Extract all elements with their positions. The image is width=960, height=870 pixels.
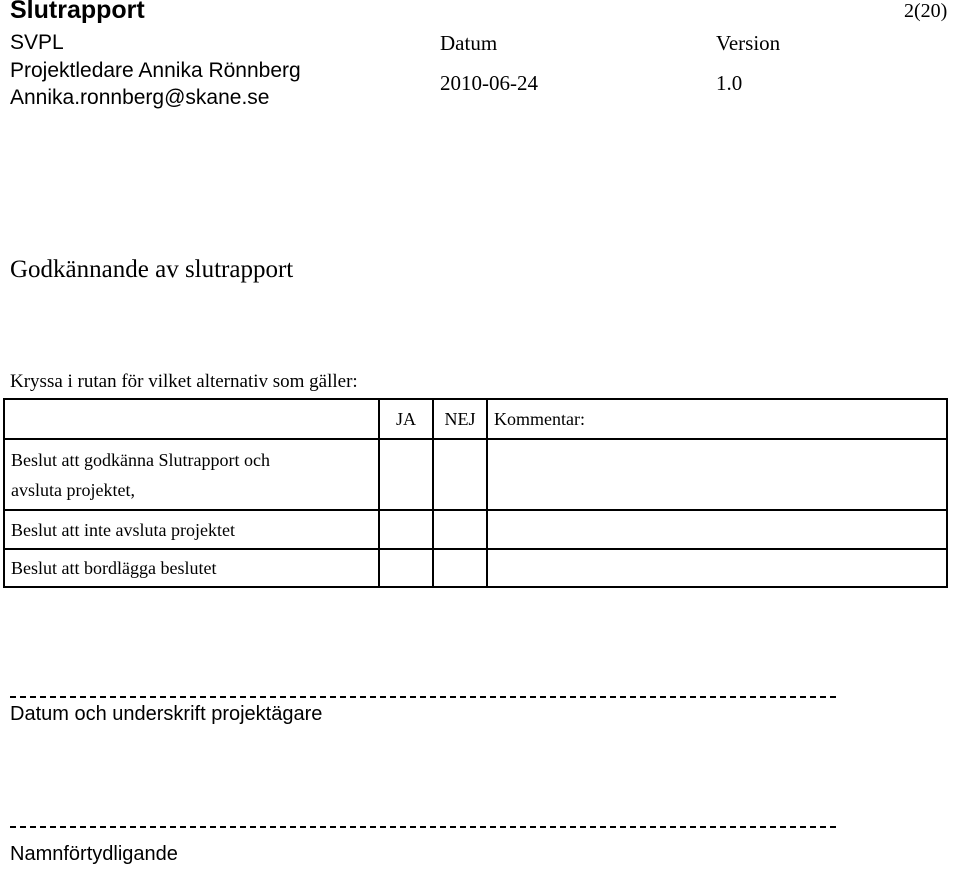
table-row bbox=[4, 510, 947, 549]
page-number: 2(20) bbox=[904, 0, 948, 22]
table-row bbox=[4, 439, 947, 510]
yes-checkbox[interactable] bbox=[379, 549, 433, 587]
table-row bbox=[4, 549, 947, 587]
organization: SVPL bbox=[10, 31, 64, 54]
date-value: 2010-06-24 bbox=[440, 71, 538, 95]
version-label: Version bbox=[716, 31, 781, 55]
decision-table bbox=[3, 398, 948, 588]
decision-label-line: Beslut att godkänna Slutrapport och bbox=[11, 449, 270, 470]
column-header-no: NEJ bbox=[433, 399, 487, 439]
name-clarification-line[interactable] bbox=[10, 826, 836, 828]
comment-field[interactable] bbox=[487, 439, 947, 510]
date-label: Datum bbox=[440, 31, 498, 55]
decision-label: Beslut att inte avsluta projektet bbox=[4, 510, 379, 549]
empty-header-cell bbox=[4, 399, 379, 439]
decision-label: Beslut att bordlägga beslutet bbox=[4, 549, 379, 587]
signature-label: Datum och underskrift projektägare bbox=[10, 703, 323, 725]
yes-checkbox[interactable] bbox=[379, 510, 433, 549]
signature-line[interactable] bbox=[10, 696, 836, 698]
decision-label-line: avsluta projektet, bbox=[11, 479, 135, 500]
comment-field[interactable] bbox=[487, 549, 947, 587]
email-address: Annika.ronnberg@skane.se bbox=[10, 86, 270, 109]
project-leader: Projektledare Annika Rönnberg bbox=[10, 59, 301, 82]
no-checkbox[interactable] bbox=[433, 439, 487, 510]
instruction-text: Kryssa i rutan för vilket alternativ som gäller: bbox=[10, 371, 358, 392]
column-header-yes: JA bbox=[379, 399, 433, 439]
column-header-comment: Kommentar: bbox=[487, 399, 947, 439]
no-checkbox[interactable] bbox=[433, 510, 487, 549]
no-checkbox[interactable] bbox=[433, 549, 487, 587]
decision-label bbox=[4, 439, 379, 510]
table-header-row bbox=[4, 399, 947, 439]
document-title: Slutrapport bbox=[10, 0, 145, 24]
version-value: 1.0 bbox=[716, 71, 743, 95]
comment-field[interactable] bbox=[487, 510, 947, 549]
name-clarification-label: Namnförtydligande bbox=[10, 843, 178, 865]
section-heading: Godkännande av slutrapport bbox=[10, 256, 294, 283]
yes-checkbox[interactable] bbox=[379, 439, 433, 510]
